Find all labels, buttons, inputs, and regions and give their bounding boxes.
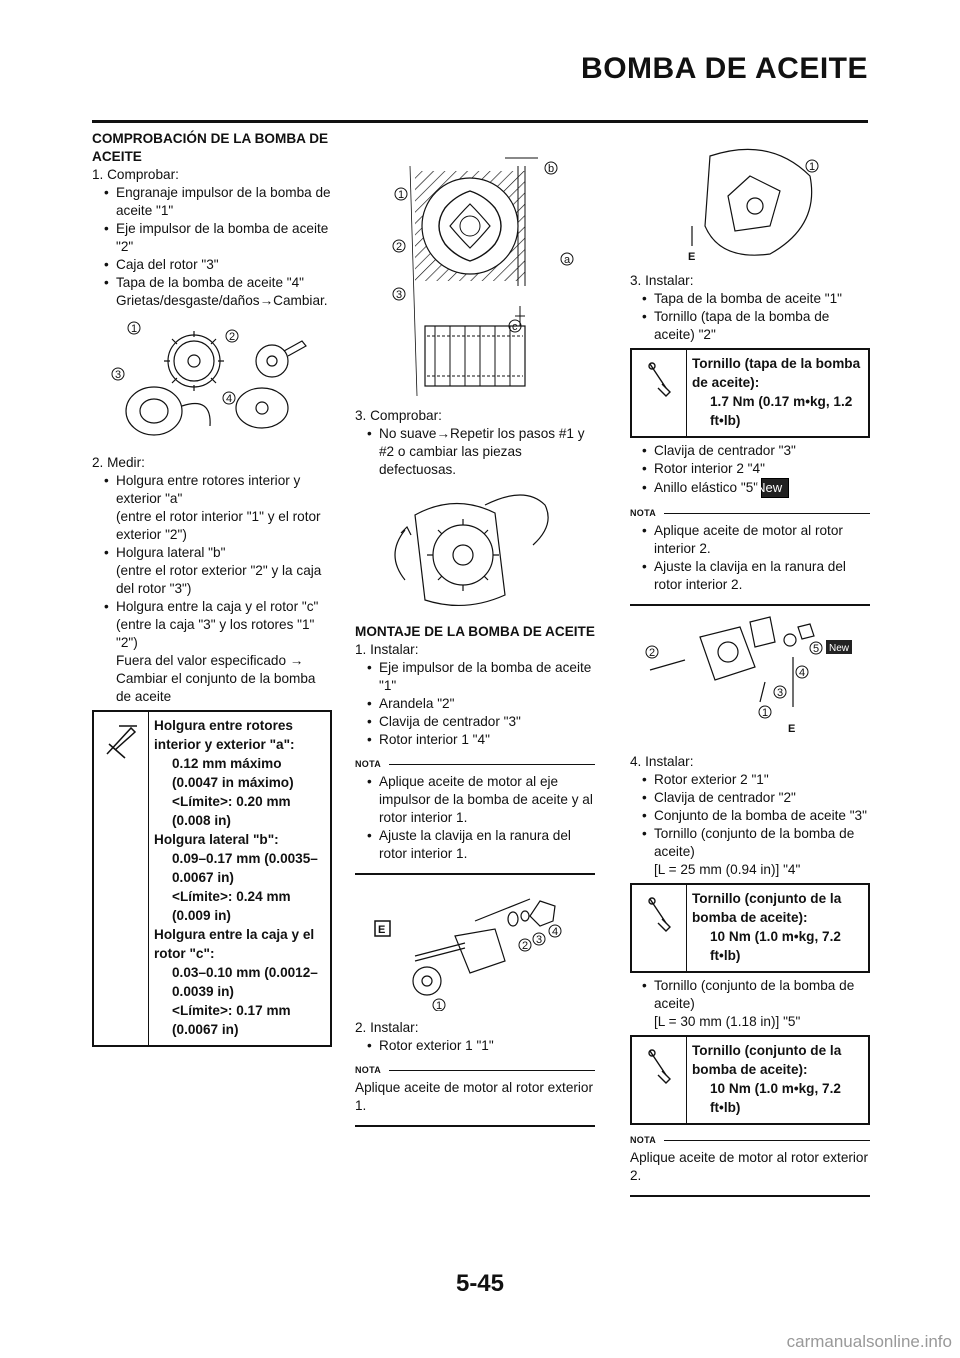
engine-oil-mark: E xyxy=(788,723,796,735)
list-item: • Clavija de centrador "2" xyxy=(630,789,870,807)
fig-label: 2 xyxy=(396,241,403,253)
nota-box xyxy=(630,504,870,606)
step-2: 2. Medir: xyxy=(92,455,145,470)
list-item: • Holgura lateral "b" xyxy=(92,544,332,562)
column-middle xyxy=(355,130,595,1127)
spec-value: 0.12 mm máximo xyxy=(172,756,282,771)
new-badge: New xyxy=(829,643,850,654)
column-left xyxy=(92,130,332,1047)
fig-label: c xyxy=(512,321,518,333)
spec-value: (0.0067 in) xyxy=(172,1022,239,1037)
figure-rotor-rotation xyxy=(355,485,595,615)
list-item: • Eje impulsor de la bomba de aceite "2" xyxy=(92,220,332,256)
nota-item: • Ajuste la clavija en la ranura del rotor interior 2. xyxy=(630,558,870,594)
spec-value: 0.09–0.17 mm (0.0035– xyxy=(172,851,318,866)
spec-value: (0.008 in) xyxy=(172,813,231,828)
list-item: • Arandela "2" xyxy=(355,695,595,713)
nota-label: NOTA xyxy=(355,1065,382,1075)
list-item: • Rotor exterior 2 "1" xyxy=(630,771,870,789)
fig-label: 1 xyxy=(436,1000,443,1011)
nota-item: • Ajuste la clavija en la ranura del rotor interior 1. xyxy=(355,827,595,863)
list-item: • No suave→Repetir los pasos #1 y #2 o cambiar las piezas defectuosas. xyxy=(355,425,595,479)
spec-value: <Límite>: 0.17 mm xyxy=(172,1003,291,1018)
title-rule xyxy=(92,120,868,123)
list-item: • Conjunto de la bomba de aceite "3" xyxy=(630,807,870,825)
spec-title: Holgura entre rotores interior y exterior "a": xyxy=(154,718,295,752)
list-item: • Tornillo (tapa de la bomba de aceite) "2" xyxy=(630,308,870,344)
step-3: 3. Comprobar: xyxy=(355,408,442,423)
list-item: • Tapa de la bomba de aceite "4" xyxy=(92,274,332,292)
figure-pump-exploded xyxy=(630,612,870,747)
list-item: • Engranaje impulsor de la bomba de aceite "1" xyxy=(92,184,332,220)
spec-box-cover-bolt xyxy=(630,348,870,438)
spec-title: Holgura lateral "b": xyxy=(154,832,279,847)
nota-label: NOTA xyxy=(630,508,657,518)
fig-label: 4 xyxy=(552,926,559,938)
nota-item: • Aplique aceite de motor al eje impulsor de la bomba de aceite y al rotor interior 1. xyxy=(355,773,595,827)
step-1-note: Grietas/desgaste/daños→Cambiar. xyxy=(116,293,328,308)
list-item: • Rotor exterior 1 "1" xyxy=(355,1037,595,1055)
fig-label: 3 xyxy=(536,934,543,946)
torque-wrench-icon xyxy=(632,1037,687,1123)
nota-box xyxy=(355,1061,595,1127)
list-item: • Tornillo (conjunto de la bomba de aceite) xyxy=(630,825,870,861)
spec-title: Tornillo (conjunto de la bomba de aceite): xyxy=(692,1043,842,1077)
section-heading-assembly: MONTAJE DE LA BOMBA DE ACEITE xyxy=(355,624,595,639)
nota-item: • Aplique aceite de motor al rotor interior 2. xyxy=(630,522,870,558)
torque-wrench-icon xyxy=(632,350,687,436)
list-item: • Clavija de centrador "3" xyxy=(630,442,870,460)
spec-value: 10 Nm (1.0 m•kg, 7.2 ft•lb) xyxy=(710,1081,841,1115)
list-item-sub: [L = 30 mm (1.18 in)] "5" xyxy=(654,1014,801,1029)
spec-value: 1.7 Nm (0.17 m•kg, 1.2 ft•lb) xyxy=(710,394,853,428)
spec-title: Holgura entre la caja y el rotor "c": xyxy=(154,927,315,961)
list-item-sub: (entre la caja "3" y los rotores "1" "2") xyxy=(116,617,315,650)
list-item: • Caja del rotor "3" xyxy=(92,256,332,274)
step-3: 3. Instalar: xyxy=(630,273,694,288)
nota-box xyxy=(355,755,595,875)
list-item: • Tapa de la bomba de aceite "1" xyxy=(630,290,870,308)
figure-pump-parts xyxy=(92,316,332,446)
spec-value: (0.009 in) xyxy=(172,908,231,923)
column-right xyxy=(630,130,870,1197)
figure-rotor-clearance xyxy=(355,136,595,401)
list-item-sub: [L = 25 mm (0.94 in)] "4" xyxy=(654,862,801,877)
fig-label: 1 xyxy=(398,189,405,201)
list-item: • Anillo elástico "5"New xyxy=(630,478,870,498)
fig-label: 2 xyxy=(522,940,529,952)
fig-label: 5 xyxy=(813,643,820,655)
list-item: • Rotor interior 1 "4" xyxy=(355,731,595,749)
new-badge: New xyxy=(761,478,789,498)
section-heading-check: COMPROBACIÓN DE LA BOMBA DE ACEITE xyxy=(92,131,329,164)
spec-box-clearances xyxy=(92,710,332,1047)
nota-text: Aplique aceite de motor al rotor exterior 1. xyxy=(355,1080,594,1113)
figure-pump-cover xyxy=(630,136,870,266)
figure-shaft-assembly xyxy=(355,881,595,1011)
nota-box xyxy=(630,1131,870,1197)
list-item-sub: (entre el rotor exterior "2" y la caja del rotor "3") xyxy=(116,563,322,596)
list-item: • Holgura entre rotores interior y exterior "a" xyxy=(92,472,332,508)
spec-value: 0.03–0.10 mm (0.0012– xyxy=(172,965,318,980)
list-item: • Tornillo (conjunto de la bomba de aceite) xyxy=(630,977,870,1013)
fig-label: 3 xyxy=(396,289,403,301)
fig-label: 3 xyxy=(777,687,784,699)
nota-label: NOTA xyxy=(630,1135,657,1145)
page-title: BOMBA DE ACEITE xyxy=(581,52,868,85)
spec-value: (0.0047 in máximo) xyxy=(172,775,294,790)
list-item: • Eje impulsor de la bomba de aceite "1" xyxy=(355,659,595,695)
nota-label: NOTA xyxy=(355,759,382,769)
fig-label: 2 xyxy=(229,331,236,343)
page-number: 5-45 xyxy=(455,1270,505,1297)
step-2: 2. Instalar: xyxy=(355,1020,419,1035)
spec-title: Tornillo (tapa de la bomba de aceite): xyxy=(692,356,861,390)
spec-value: <Límite>: 0.20 mm xyxy=(172,794,291,809)
fig-label: 1 xyxy=(762,707,769,719)
fig-label: 3 xyxy=(115,369,122,381)
step-1: 1. Comprobar: xyxy=(92,167,179,182)
spec-box-pump-bolt-25 xyxy=(630,883,870,973)
out-of-spec: Fuera del valor especificado → xyxy=(116,653,304,668)
engine-oil-mark: E xyxy=(378,924,386,936)
step-4: 4. Instalar: xyxy=(630,754,694,769)
fig-label: 1 xyxy=(809,161,816,173)
list-item-sub: (entre el rotor interior "1" y el rotor exterior "2") xyxy=(116,509,321,542)
spec-value: 0.0039 in) xyxy=(172,984,234,999)
spec-box-pump-bolt-30 xyxy=(630,1035,870,1125)
fig-label: a xyxy=(564,254,571,266)
engine-oil-mark: E xyxy=(688,251,696,263)
list-item: • Rotor interior 2 "4" xyxy=(630,460,870,478)
caliper-icon xyxy=(94,712,149,1045)
spec-title: Tornillo (conjunto de la bomba de aceite): xyxy=(692,891,842,925)
nota-text: Aplique aceite de motor al rotor exterior 2. xyxy=(630,1150,869,1183)
spec-value: 10 Nm (1.0 m•kg, 7.2 ft•lb) xyxy=(710,929,841,963)
out-of-spec-action: Cambiar el conjunto de la bomba de aceite xyxy=(116,671,316,704)
footer-watermark: carmanualsonline.info xyxy=(786,1332,952,1351)
spec-value: <Límite>: 0.24 mm xyxy=(172,889,291,904)
spec-value: 0.0067 in) xyxy=(172,870,234,885)
fig-label: b xyxy=(548,163,555,175)
torque-wrench-icon xyxy=(632,885,687,971)
fig-label: 1 xyxy=(131,323,138,335)
fig-label: 4 xyxy=(799,667,806,679)
list-item: • Clavija de centrador "3" xyxy=(355,713,595,731)
fig-label: 4 xyxy=(226,393,233,405)
fig-label: 2 xyxy=(649,647,656,659)
step-1: 1. Instalar: xyxy=(355,642,419,657)
list-item: • Holgura entre la caja y el rotor "c" xyxy=(92,598,332,616)
